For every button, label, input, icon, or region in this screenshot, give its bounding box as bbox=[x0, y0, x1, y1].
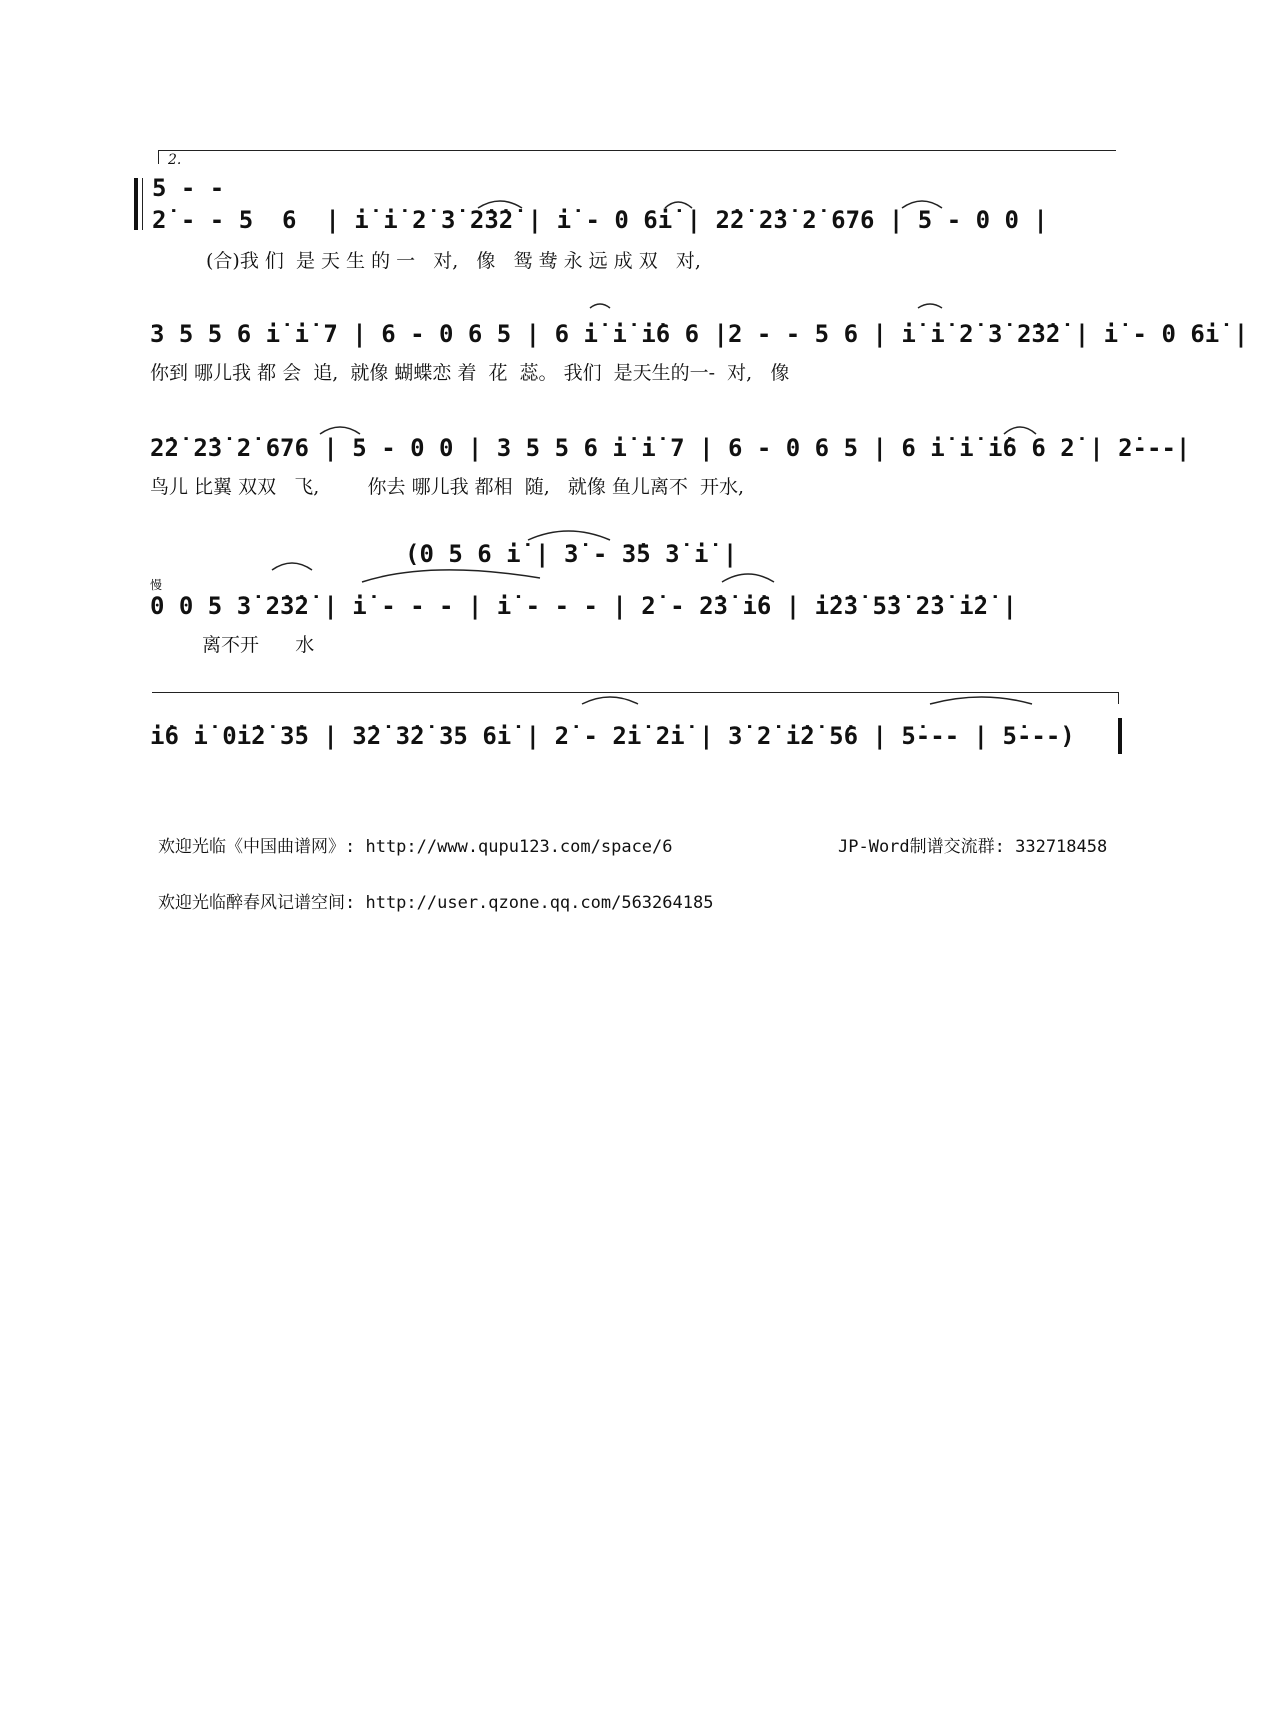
volta-label: 2. bbox=[168, 152, 182, 168]
notes-line-2: 3 5 5 6 i̇ i̇ 7 | 6 - 0 6 5 | 6 i̇ i̇ i̇6 6 |2 - - 5 6 | i̇ i̇ 2̇ 3̇ 2̇3̇2̇ | i̇ - 0 6i̇ | bbox=[150, 320, 1249, 348]
footer-line-1-right: JP-Word制谱交流群: 332718458 bbox=[838, 837, 1108, 857]
footer-line-1-left: 欢迎光临《中国曲谱网》: http://www.qupu123.com/space/6 bbox=[158, 837, 673, 857]
volta-note-line: 5 - - bbox=[152, 174, 225, 202]
footer-line-2: 欢迎光临醉春风记谱空间: http://user.qzone.qq.com/563264185 bbox=[158, 893, 714, 913]
lyrics-line-3: 鸟儿 比翼 双双 飞, 你去 哪儿我 都相 随, 就像 鱼儿离不 开水, bbox=[150, 476, 745, 498]
lyrics-line-1: (合)我 们 是 天 生 的 一 对, 像 鸳 鸯 永 远 成 双 对, bbox=[206, 250, 701, 272]
lyrics-line-4: 离不开 水 bbox=[202, 634, 315, 656]
notes-line-3: 2̇2̇ 2̇3̇ 2̇ 676 | 5 - 0 0 | 3 5 5 6 i̇ i̇ 7 | 6 - 0 6 5 | 6 i̇ i̇ i̇6 6 2̇ | 2̇---| bbox=[150, 434, 1191, 462]
notes-line-4: 0 0 5 3̇ 2̇3̇2̇ | i̇ - - - | i̇ - - - | 2̇ - 2̇3̇ i̇6 | i̇2̇3̇ 5̇3̇ 2̇3̇ i̇2̇ | bbox=[150, 592, 1017, 620]
intro-notes-line: (0 5 6 i̇ | 3̇ - 3̇5 3̇ i̇ | bbox=[405, 540, 738, 568]
lyrics-line-2: 你到 哪儿我 都 会 追, 就像 蝴蝶恋 着 花 蕊。 我们 是天生的一- 对, 像 bbox=[150, 362, 790, 384]
notes-line-5: i̇6 i̇ 0i̇2̇ 3̇5 | 3̇2̇ 3̇2̇ 35 6i̇ | 2̇ - 2̇i̇ 2̇i̇ | 3̇ 2̇ i̇2̇ 5̇6 | 5̇--- | 5̇---) bbox=[150, 722, 1075, 750]
tempo-mark: 慢 bbox=[150, 578, 163, 592]
notes-line-1: 2̇ - - 5 6 | i̇ i̇ 2̇ 3̇ 2̇3̇2̇ | i̇ - 0 6i̇ | 2̇2̇ 2̇3̇ 2̇ 676 | 5 - 0 0 | bbox=[152, 206, 1048, 234]
